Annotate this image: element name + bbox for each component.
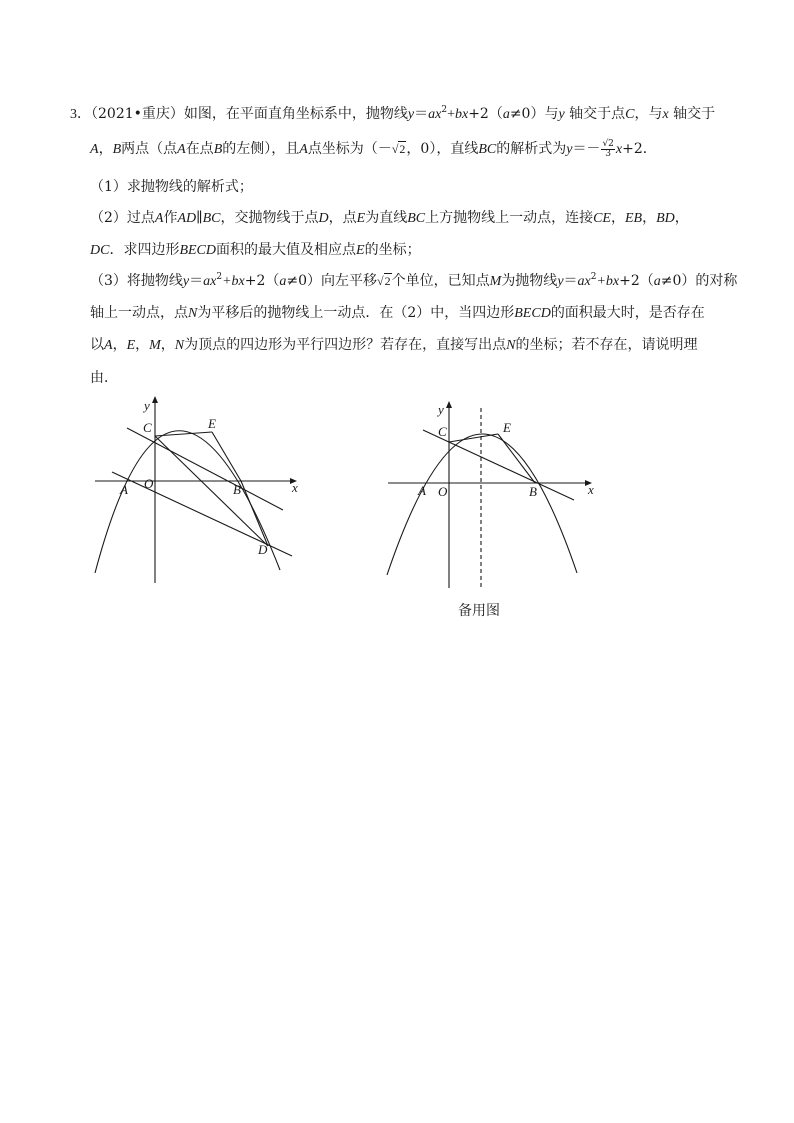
segment-CE: CE [593, 211, 611, 226]
eq-cond-a: a [653, 274, 661, 289]
sqrt-2: √2 [377, 274, 391, 288]
text: ＝ [189, 273, 204, 289]
text: 的左侧），且 [222, 141, 300, 157]
line-BC: BC [407, 211, 426, 226]
segment-BD: BD [656, 211, 675, 226]
point-A: A [299, 142, 308, 157]
var-y: y [558, 107, 565, 122]
eq-x: x [435, 107, 442, 122]
point-D: D [318, 211, 329, 226]
text: 个单位，已知点 [391, 273, 490, 289]
point-N: N [506, 338, 516, 353]
eq-equals: ＝ [414, 106, 429, 122]
eq-ax: ax [577, 274, 591, 289]
text: 为平移后的抛物线上一动点．在（2）中，当四边形 [197, 305, 515, 321]
var-y: y [557, 274, 564, 289]
label-B: B [529, 484, 537, 499]
label-O: O [144, 476, 154, 491]
eq-cond-a: a [502, 107, 510, 122]
text: 的解析式为 [496, 141, 567, 157]
segment-DC: DC [90, 243, 110, 258]
text: ，0），直线 [406, 141, 479, 157]
fraction-sqrt2-over-3: $\frac{√2}{3}$ [602, 138, 614, 159]
text: +2（ [244, 273, 280, 289]
text: ≠0）的对称 [660, 273, 738, 289]
point-N: N [174, 338, 185, 353]
text: 的坐标； [364, 242, 421, 258]
point-E: E [356, 211, 366, 226]
point-A: A [154, 211, 164, 226]
text: 两点（点 [121, 141, 178, 157]
text: 面积的最大值及相应点 [216, 242, 357, 258]
text: ．求四边形 [109, 242, 180, 258]
point-B: B [213, 142, 223, 157]
eq-cond-a: a [279, 274, 287, 289]
text: 在点 [185, 141, 214, 157]
text: 为顶点的四边形为平行四边形？若存在，直接写出点 [184, 337, 507, 353]
text: ，交抛物线于点 [220, 210, 319, 226]
label-x: x [292, 480, 298, 495]
segment-EB: EB [624, 211, 643, 226]
label-D: D [258, 542, 268, 557]
label-y: y [144, 398, 150, 413]
point-E: E [356, 243, 365, 258]
point-N: N [188, 306, 198, 321]
point-B: B [112, 142, 122, 157]
text: 为抛物线 [501, 273, 558, 289]
text: ， [135, 337, 150, 353]
sqrt-2: √2 [391, 142, 406, 156]
point-M: M [489, 274, 502, 289]
eq-b: b [454, 107, 462, 122]
text: ，点 [328, 210, 357, 226]
text: （3）将抛物线 [90, 273, 183, 289]
eq-x2: x [461, 107, 469, 122]
eq-exponent: 2 [441, 105, 448, 115]
text: 轴交于 [668, 106, 716, 122]
label-C: C [438, 424, 447, 439]
eq-bx: +bx [596, 274, 620, 289]
text: 的面积最大时，是否存在 [550, 305, 705, 321]
text: +2． [622, 141, 657, 157]
label-E: E [208, 416, 216, 431]
text: （2）过点 [90, 210, 155, 226]
text: 轴上一动点，点 [90, 305, 188, 321]
segment-AD: AD [177, 211, 197, 226]
var-x: x [662, 107, 669, 122]
label-x: x [588, 482, 594, 497]
text: 与 [544, 106, 559, 122]
point-E: E [126, 338, 136, 353]
text: ， [160, 337, 175, 353]
quad-BECD: BECD [514, 306, 551, 321]
text: ≠0）向左平移 [286, 273, 378, 289]
text: 作 [163, 210, 178, 226]
eq-const: +2（ [468, 106, 503, 122]
eq-exponent: 2 [216, 272, 223, 282]
text: ，与 [634, 106, 663, 122]
parabola [387, 434, 577, 575]
text: 点坐标为（－ [307, 141, 392, 157]
text: ， [610, 210, 625, 226]
eq-cond: ≠0） [509, 106, 545, 122]
var-y: y [182, 274, 190, 289]
q1-text: （1）求抛物线的解析式； [90, 179, 253, 195]
text: 上方抛物线上一动点，连接 [425, 210, 594, 226]
label-y: y [438, 402, 444, 417]
text: ＝ [563, 273, 578, 289]
label-E: E [503, 420, 511, 435]
text: 轴交于点 [564, 106, 626, 122]
point-A: A [90, 142, 99, 157]
parallel-symbol: ∥ [196, 210, 203, 226]
eq-plus: + [447, 107, 455, 122]
point-A: A [177, 142, 186, 157]
eq-a: a [428, 107, 436, 122]
text: ， [98, 141, 113, 157]
y-axis-arrow [446, 401, 452, 408]
problem-source: （2021•重庆） [91, 106, 184, 122]
var-y: y [566, 142, 573, 157]
label-C: C [143, 420, 152, 435]
point-A: A [104, 338, 113, 353]
var-x: x [615, 142, 623, 157]
label-A: A [120, 482, 128, 497]
text: 的坐标；若不存在，请说明理 [515, 337, 698, 353]
figure-2-caption: 备用图 [458, 603, 500, 619]
label-B: B [233, 482, 241, 497]
point-M: M [149, 338, 161, 353]
text: 如图，在平面直角坐标系中，抛物线 [183, 106, 408, 122]
text: 为直线 [365, 210, 408, 226]
eq-y: y [407, 107, 415, 122]
label-O: O [438, 484, 448, 499]
line-BC: BC [478, 142, 497, 157]
eq-ax: ax [203, 274, 217, 289]
label-A: A [418, 483, 426, 498]
segment-EB [498, 434, 535, 483]
text: ， [674, 210, 689, 226]
point-C: C [625, 107, 635, 122]
text: 以 [90, 337, 104, 353]
text: ， [642, 210, 657, 226]
quad-BECD: BECD [179, 243, 217, 258]
text: 由． [90, 370, 118, 386]
text: ， [112, 337, 127, 353]
line-BC: BC [202, 211, 221, 226]
eq-bx: +bx [222, 274, 245, 289]
problem-number: 3． [70, 107, 91, 122]
text: ＝－ [572, 141, 601, 157]
text: +2（ [619, 273, 654, 289]
eq-exponent: 2 [590, 272, 597, 282]
